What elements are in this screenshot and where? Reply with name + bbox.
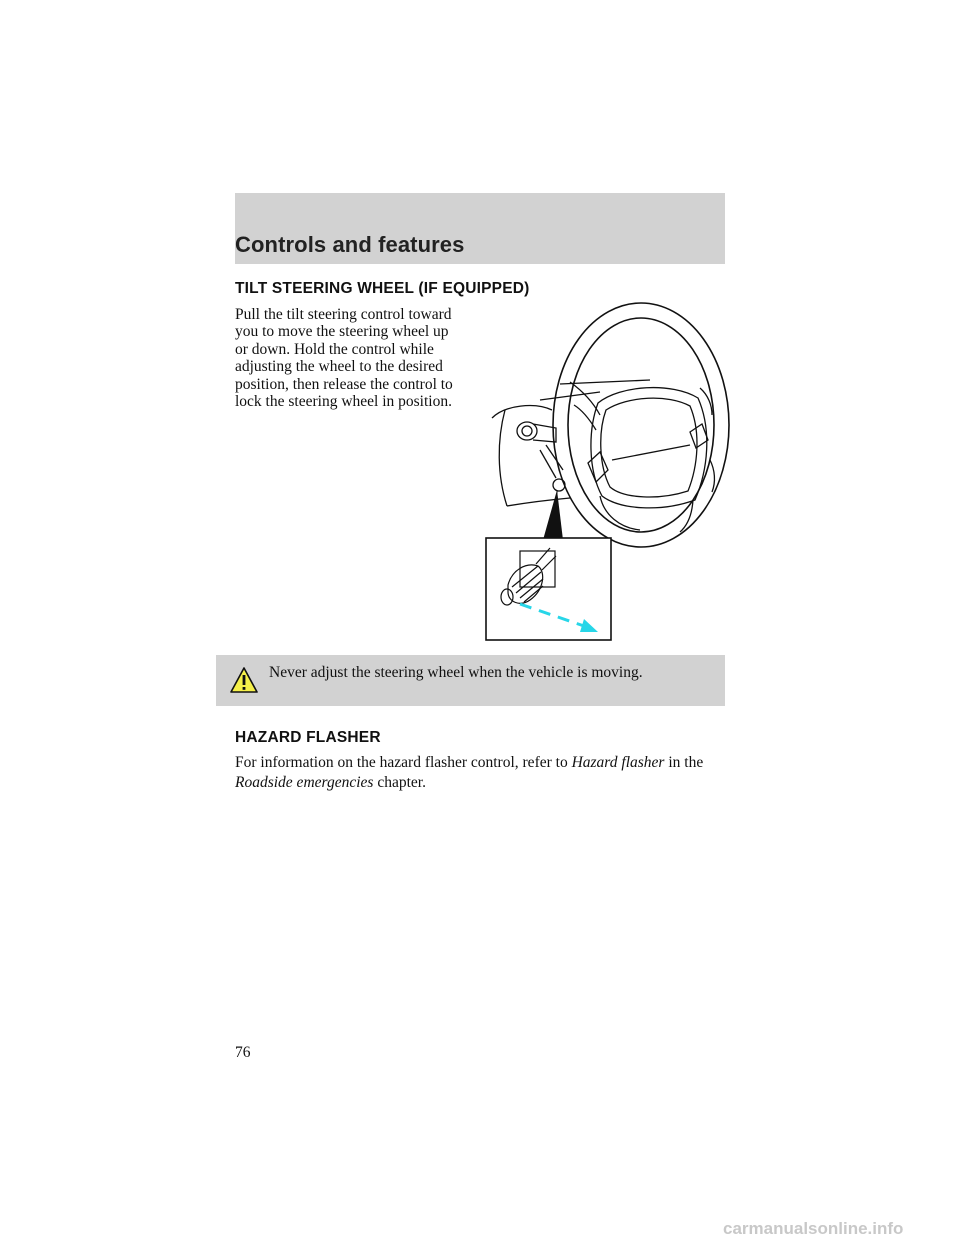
steering-wheel-illustration <box>480 295 730 645</box>
hazard-body-text: chapter. <box>377 774 426 791</box>
page-number: 76 <box>235 1044 251 1061</box>
warning-text: Never adjust the steering wheel when the vehicle is moving. <box>269 664 643 681</box>
warning-box <box>216 655 725 706</box>
hazard-flasher-reference: Hazard flasher <box>571 754 665 771</box>
tilt-steering-heading: TILT STEERING WHEEL (IF EQUIPPED) <box>235 280 530 297</box>
hazard-body-text: in the <box>668 754 704 771</box>
tilt-body-line: lock the steering wheel in position. <box>235 393 452 411</box>
roadside-emergencies-reference: Roadside emergencies <box>235 774 374 791</box>
warning-triangle-icon <box>229 666 259 694</box>
hazard-flasher-heading: HAZARD FLASHER <box>235 729 381 746</box>
hazard-body-text: For information on the hazard flasher control, refer to <box>235 754 568 771</box>
tilt-steering-body <box>235 306 485 410</box>
tilt-body-line: position, then release the control to <box>235 375 453 393</box>
tilt-body-line: adjusting the wheel to the desired <box>235 358 443 376</box>
tilt-body-line: Pull the tilt steering control toward <box>235 306 452 323</box>
tilt-body-line: you to move the steering wheel up <box>235 323 449 341</box>
page-section-title: Controls and features <box>235 232 465 257</box>
tilt-body-line: or down. Hold the control while <box>235 340 434 358</box>
watermark: carmanualsonline.info <box>723 1219 904 1238</box>
hazard-flasher-body <box>235 753 730 793</box>
